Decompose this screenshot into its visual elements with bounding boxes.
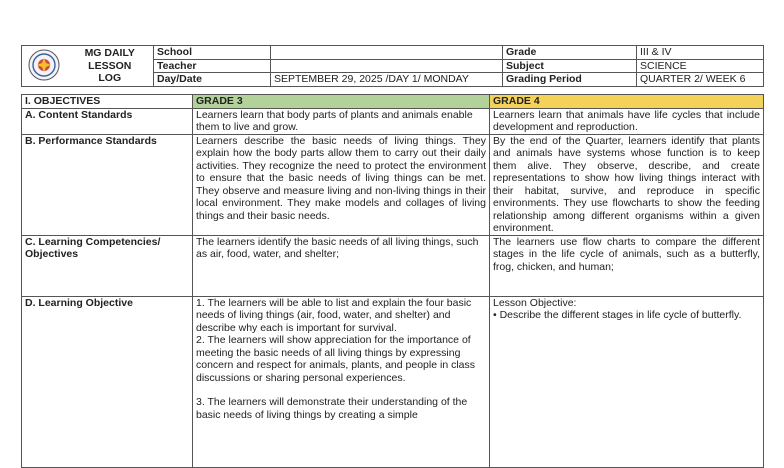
school-value xyxy=(271,46,503,60)
objectives-table xyxy=(21,94,764,468)
teacher-label: Teacher xyxy=(154,59,271,73)
title-line-3: LOG xyxy=(98,72,122,84)
grading-period-value: QUARTER 2/ WEEK 6 xyxy=(637,73,764,87)
title-line-1: MG DAILY xyxy=(84,47,135,59)
content-standards-g3: Learners learn that body parts of plants and animals enable them to live and grow. xyxy=(193,108,490,134)
performance-standards-g3: Learners describe the basic needs of living things. They explain how the body parts allow them to carry out their daily activities. They recognize the need to protect the environment to ensure that the basic needs of living things can be met. They observe and measure living and non-living things in their local environment. They make models and collages of living things and their basic needs. xyxy=(193,134,490,235)
lesson-log-header xyxy=(21,45,764,87)
competencies-g3: The learners identify the basic needs of all living things, such as air, food, water, and shelter; xyxy=(193,235,490,296)
performance-standards-label: B. Performance Standards xyxy=(22,134,193,235)
school-label: School xyxy=(154,46,271,60)
grade-label: Grade xyxy=(503,46,637,60)
competencies-label xyxy=(22,235,193,296)
performance-standards-g4: By the end of the Quarter, learners identify that plants and animals have systems whose function is to keep them alive. They observe, describe, and create representations to show how living things interact with their habitat, survive, and reproduce in specific environments. They use flowcharts to show the feeding relationship among different organisms within a given environment. xyxy=(490,134,764,235)
title-line-2: LESSON xyxy=(88,59,132,72)
teacher-value xyxy=(271,59,503,73)
lesson-log-title xyxy=(67,46,154,87)
learning-objective-label: D. Learning Objective xyxy=(22,296,193,467)
grade-value: III & IV xyxy=(637,46,764,60)
competencies-label-line2: Objectives xyxy=(25,248,79,260)
competencies-g4: The learners use flow charts to compare the different stages in the life cycle of animals, such as a butterfly, frog, chicken, and human; xyxy=(490,235,764,296)
objective-item-3: 3. The learners will demonstrate their understanding of the basic needs of living things by creating a simple xyxy=(196,396,468,421)
deped-seal-icon xyxy=(28,49,60,81)
content-standards-g4: Learners learn that animals have life cycles that include development and reproduction. xyxy=(490,108,764,134)
logo-cell xyxy=(22,46,67,87)
lesson-objective-bullet: • Describe the different stages in life cycle of butterfly. xyxy=(493,309,742,321)
content-standards-label: A. Content Standards xyxy=(22,108,193,134)
learning-objective-g3 xyxy=(193,296,490,467)
learning-objective-g4 xyxy=(490,296,764,467)
grade4-header: GRADE 4 xyxy=(490,95,764,109)
subject-value: SCIENCE xyxy=(637,59,764,73)
lesson-objective-heading: Lesson Objective: xyxy=(493,296,577,309)
objective-item-2: 2. The learners will show appreciation for the importance of meeting the basic needs of all living things by expressing concern and respect for animals, plants, and people in class discussions or sharing personal experiences. xyxy=(196,334,475,384)
section-title: I. OBJECTIVES xyxy=(22,95,193,109)
date-label: Day/Date xyxy=(154,73,271,87)
objective-item-1: 1. The learners will be able to list and explain the four basic needs of living things (air, food, water, and shelter) and describe why each is important for survival. xyxy=(196,296,472,334)
grade3-header: GRADE 3 xyxy=(193,95,490,109)
competencies-label-line1: C. Learning Competencies/ xyxy=(25,235,161,248)
grading-period-label: Grading Period xyxy=(503,73,637,87)
date-value: SEPTEMBER 29, 2025 /DAY 1/ MONDAY xyxy=(271,73,503,87)
subject-label: Subject xyxy=(503,59,637,73)
